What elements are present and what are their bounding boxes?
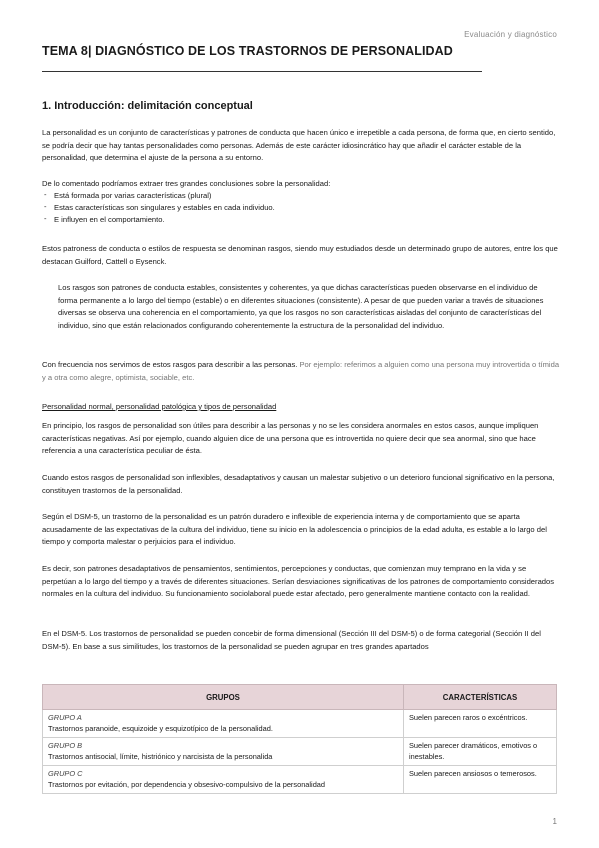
paragraph-disorders: Cuando estos rasgos de personalidad son inflexibles, desadaptativos y causan un malestar subjetivo o un deterioro funcional significativo en la persona, constituyen trastornos de la personalidad. [42, 473, 555, 495]
group-description: Trastornos paranoide, esquizoide y esquizotípico de la personalidad. [48, 723, 273, 733]
paragraph-intro: La personalidad es un conjunto de características y patrones de conducta que hacen único e irrepetible a cada persona, de forma que, en cierto sentido, se podría decir que hay tantas personalidades como personas. Además de este carácter idiosincrático hay que añadir el carácter estable de la personalidad, que determina el ajuste de la persona a su entorno. [42, 128, 556, 163]
page-title: TEMA 8| DIAGNÓSTICO DE LOS TRASTORNOS DE PERSONALIDAD [42, 44, 453, 58]
group-name: GRUPO A [48, 713, 82, 722]
group-cell [43, 738, 404, 766]
list-item: - Estas características son singulares y estables en cada individuo. [42, 202, 275, 214]
column-header-characteristics: CARACTERÍSTICAS [404, 685, 557, 710]
group-description: Trastornos antisocial, límite, histriónico y narcisista de la personalida [48, 751, 273, 761]
table-row [43, 710, 557, 738]
list-item: - E influyen en el comportamiento. [42, 214, 275, 226]
paragraph-traits-definition: Los rasgos son patrones de conducta estables, consistentes y coherentes, ya que dichas características pueden observarse en el individuo de forma permanente a lo largo del tiempo (estable) o en diferentes situaciones (consistente). A pesar de que pueden variar a través de situaciones diversas se observa una coherencia en el comportamiento, ya que los rasgos no son características aisladas del conjunto de características del individuo, sino que están relacionados configurando coherentemente la estructura de la personalidad del individuo. [58, 283, 544, 330]
section-heading: 1. Introducción: delimitación conceptual [42, 100, 253, 112]
groups-table [42, 684, 557, 794]
conclusions-list [42, 190, 275, 227]
table-header-row [43, 685, 557, 710]
paragraph-normal-traits: En principio, los rasgos de personalidad son útiles para describir a las personas y no se les considera anormales en estos casos, aunque impliquen características negativas. Así por ejemplo, cuando alguien dice de una persona que es introvertida no quiere decir que sea anormal, sino que hace referencia a una característica peculiar de ésta. [42, 421, 539, 456]
paragraph-traits: Estos patroness de conducta o estilos de respuesta se denominan rasgos, siendo muy estudiados desde un determinado grupo de autores, entre los que destacan Guilford, Cattell o Eysenck. [42, 244, 558, 266]
running-header: Evaluación y diagnóstico [464, 30, 557, 39]
paragraph-maladaptive: Es decir, son patrones desadaptativos de pensamientos, sentimientos, percepciones y conductas, que comienzan muy temprano en la vida y se perpetúan a lo largo del tiempo y a través de diferentes situaciones. Serían desviaciones significativas de los patrones de comportamiento considerados normales en la cultura del individuo. Su funcionamiento sociolaboral puede estar afectado, pero generalmente mantiene contacto con la realidad. [42, 564, 555, 599]
table-row [43, 766, 557, 794]
paragraph-dsm5-groups: En el DSM-5. Los trastornos de personalidad se pueden concebir de forma dimensional (Sección III del DSM-5) o de forma categorial (Sección II del DSM-5). En base a sus similitudes, los trastornos de la personalidad se pueden agrupar en tres grandes apartados [42, 629, 541, 651]
page-number: 1 [552, 817, 557, 826]
example-text: Por ejemplo: referimos a alguien como una persona muy introvertida o tímida y a otra como alegre, optimista, sociable, etc. [42, 360, 560, 382]
group-name: GRUPO C [48, 769, 83, 778]
group-description: Trastornos por evitación, por dependencia y obsesivo-compulsivo de la personalidad [48, 779, 326, 789]
group-cell [43, 766, 404, 794]
column-header-groups: GRUPOS [43, 685, 404, 710]
example-intro-text: Con frecuencia nos servimos de estos rasgos para describir a las personas. [42, 360, 300, 369]
paragraph-example [42, 359, 560, 384]
list-item: - Está formada por varias características (plural) [42, 190, 275, 202]
paragraph-dsm5-definition: Según el DSM-5, un trastorno de la personalidad es un patrón duradero e inflexible de experiencia interna y de comportamiento que se aparta acusadamente de las expectativas de la cultura del individuo, tiene su inicio en la adolescencia o principios de la edad adulta, es estable a lo largo del tiempo y comporta malestar o perjuicios para el individuo. [42, 512, 547, 547]
title-divider [42, 71, 482, 72]
group-cell [43, 710, 404, 738]
subsection-heading: Personalidad normal, personalidad patológica y tipos de personalidad [42, 402, 277, 411]
characteristics-cell: Suelen parecen raros o excéntricos. [404, 710, 557, 738]
paragraph-conclusions: De lo comentado podríamos extraer tres grandes conclusiones sobre la personalidad: [42, 179, 331, 188]
group-name: GRUPO B [48, 741, 83, 750]
characteristics-cell: Suelen parecen ansiosos o temerosos. [404, 766, 557, 794]
characteristics-cell: Suelen parecer dramáticos, emotivos o inestables. [404, 738, 557, 766]
table-row [43, 738, 557, 766]
